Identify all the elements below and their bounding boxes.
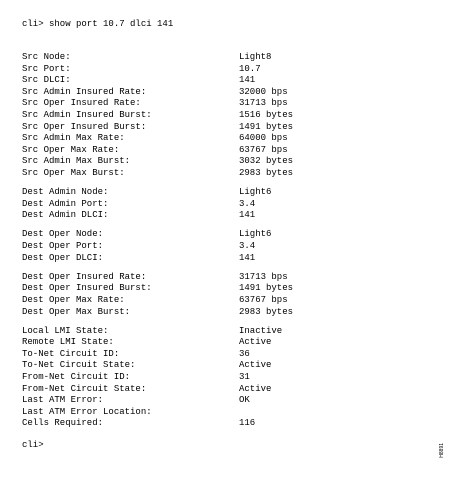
field-value: 2983 bytes <box>239 307 294 317</box>
field-row <box>22 199 322 210</box>
field-label: From-Net Circuit ID: <box>22 372 131 382</box>
field-label: Src Port: <box>22 64 71 74</box>
field-row <box>22 156 322 167</box>
field-label: Src Admin Max Rate: <box>22 133 125 143</box>
field-label: Src Oper Insured Rate: <box>22 98 141 108</box>
field-label: Src DLCI: <box>22 75 71 85</box>
field-value: Active <box>239 360 272 370</box>
field-value: 10.7 <box>239 64 261 74</box>
field-row <box>22 110 322 121</box>
field-row <box>22 283 322 294</box>
field-value: Light8 <box>239 52 272 62</box>
field-row <box>22 229 322 240</box>
field-row <box>22 372 322 383</box>
field-label: Src Node: <box>22 52 71 62</box>
field-value: 141 <box>239 210 256 220</box>
field-label: Last ATM Error: <box>22 395 104 405</box>
field-value: Inactive <box>239 326 283 336</box>
field-value: OK <box>239 395 250 405</box>
field-label: Remote LMI State: <box>22 337 114 347</box>
figure-id: H8891 <box>439 443 445 458</box>
field-label: Dest Oper Max Rate: <box>22 295 125 305</box>
field-value: 1491 bytes <box>239 122 294 132</box>
field-row <box>22 133 322 144</box>
field-row <box>22 395 322 406</box>
field-value: 1491 bytes <box>239 283 294 293</box>
field-label: Dest Admin DLCI: <box>22 210 109 220</box>
field-value: 3032 bytes <box>239 156 294 166</box>
command-line: cli> show port 10.7 dlci 141 <box>22 19 174 29</box>
field-row <box>22 384 322 395</box>
field-value: 63767 bps <box>239 145 288 155</box>
field-label: To-Net Circuit State: <box>22 360 136 370</box>
field-row <box>22 407 322 418</box>
field-value: 2983 bytes <box>239 168 294 178</box>
field-row <box>22 87 322 98</box>
field-label: Src Admin Max Burst: <box>22 156 131 166</box>
field-row <box>22 349 322 360</box>
field-label: Local LMI State: <box>22 326 109 336</box>
field-label: Dest Admin Node: <box>22 187 109 197</box>
field-label: Src Oper Max Rate: <box>22 145 120 155</box>
field-value: 31713 bps <box>239 272 288 282</box>
field-label: Dest Oper Node: <box>22 229 104 239</box>
field-row <box>22 52 322 63</box>
field-row <box>22 122 322 133</box>
field-value: 31713 bps <box>239 98 288 108</box>
field-label: Src Oper Max Burst: <box>22 168 125 178</box>
field-row <box>22 337 322 348</box>
field-value: Active <box>239 384 272 394</box>
field-label: Dest Admin Port: <box>22 199 109 209</box>
field-label: To-Net Circuit ID: <box>22 349 120 359</box>
field-row <box>22 253 322 264</box>
field-value: 3.4 <box>239 199 256 209</box>
field-label: Src Oper Insured Burst: <box>22 122 147 132</box>
field-row <box>22 145 322 156</box>
field-label: Dest Oper Insured Rate: <box>22 272 147 282</box>
field-row <box>22 168 322 179</box>
field-row <box>22 210 322 221</box>
field-label: Dest Oper DLCI: <box>22 253 104 263</box>
field-row <box>22 326 322 337</box>
field-row <box>22 307 322 318</box>
field-label: From-Net Circuit State: <box>22 384 147 394</box>
field-label: Dest Oper Insured Burst: <box>22 283 152 293</box>
field-row <box>22 241 322 252</box>
field-label: Src Admin Insured Burst: <box>22 110 152 120</box>
field-value: 1516 bytes <box>239 110 294 120</box>
field-row <box>22 98 322 109</box>
field-value: Light6 <box>239 187 272 197</box>
field-row <box>22 75 322 86</box>
field-row <box>22 272 322 283</box>
field-value: 141 <box>239 253 256 263</box>
field-row <box>22 64 322 75</box>
field-row <box>22 295 322 306</box>
field-label: Dest Oper Max Burst: <box>22 307 131 317</box>
field-row <box>22 187 322 198</box>
field-value: 63767 bps <box>239 295 288 305</box>
field-value: 116 <box>239 418 256 428</box>
field-row <box>22 418 322 429</box>
cli-prompt[interactable]: cli> <box>22 440 44 450</box>
field-row <box>22 360 322 371</box>
field-label: Cells Required: <box>22 418 104 428</box>
field-label: Last ATM Error Location: <box>22 407 152 417</box>
field-value: 31 <box>239 372 250 382</box>
field-label: Dest Oper Port: <box>22 241 104 251</box>
field-value: 64000 bps <box>239 133 288 143</box>
field-value: Active <box>239 337 272 347</box>
field-label: Src Admin Insured Rate: <box>22 87 147 97</box>
field-value: 3.4 <box>239 241 256 251</box>
field-value: 32000 bps <box>239 87 288 97</box>
field-value: 141 <box>239 75 256 85</box>
field-value: 36 <box>239 349 250 359</box>
field-value: Light6 <box>239 229 272 239</box>
